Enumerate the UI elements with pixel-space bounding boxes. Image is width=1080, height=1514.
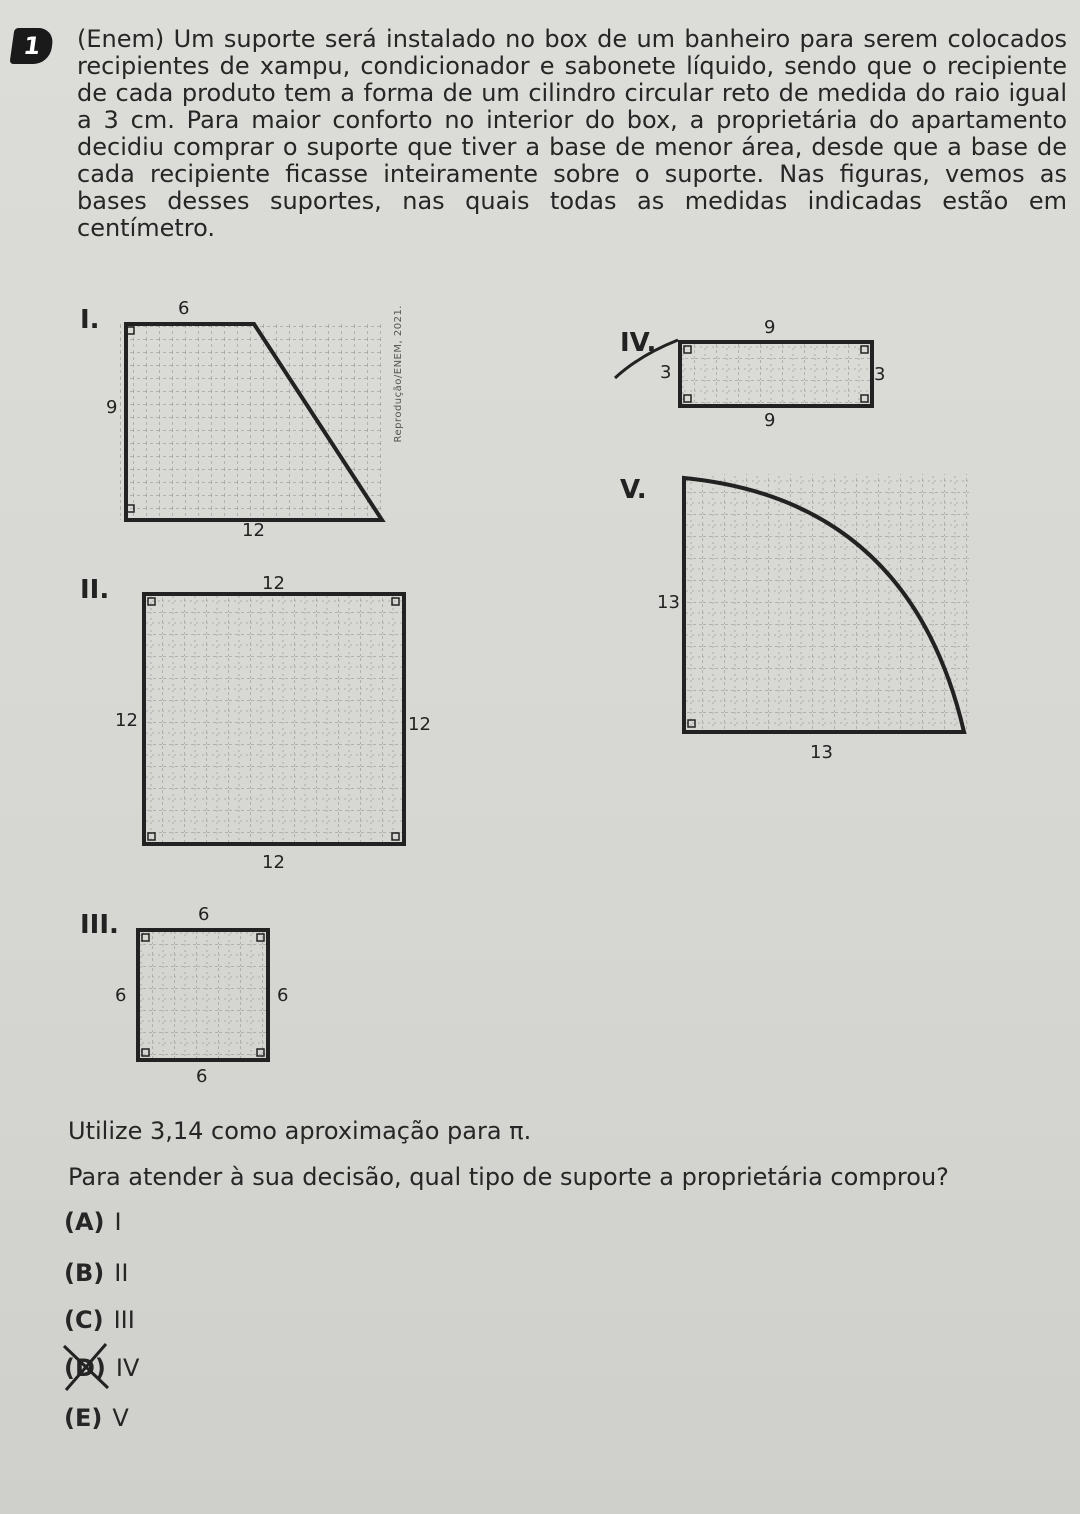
- figure-label-III: III.: [80, 910, 119, 940]
- figure-III-bottom-dim: 6: [196, 1066, 208, 1087]
- option-a-text: I: [114, 1208, 122, 1236]
- figure-V-left-dim: 13: [657, 592, 680, 613]
- figure-IV-left-dim: 3: [660, 362, 672, 383]
- question-prompt: Para atender à sua decisão, qual tipo de suporte a proprietária comprou?: [68, 1163, 949, 1191]
- option-d-letter: (D): [64, 1354, 106, 1382]
- figure-II-bottom-dim: 12: [262, 852, 285, 873]
- figure-II-left-dim: 12: [115, 710, 138, 731]
- figure-II-top-dim: 12: [262, 573, 285, 594]
- figure-I-bottom-dim: 12: [242, 520, 265, 541]
- option-c-text: III: [113, 1306, 135, 1334]
- option-a[interactable]: [64, 1208, 122, 1236]
- option-e[interactable]: [64, 1404, 129, 1432]
- figure-IV-bottom-dim: 9: [764, 410, 776, 431]
- figure-IV-rectangle: [672, 336, 882, 416]
- figure-II-right-dim: 12: [408, 714, 431, 735]
- figure-V-bottom-dim: 13: [810, 742, 833, 763]
- figure-III-square: [130, 922, 280, 1067]
- figure-label-II: II.: [80, 575, 110, 605]
- option-d-text: IV: [115, 1354, 140, 1382]
- option-c-letter: (C): [64, 1306, 104, 1334]
- option-b-text: II: [114, 1259, 129, 1287]
- image-credit: Reprodução/ENEM, 2021.: [393, 305, 404, 443]
- figure-III-top-dim: 6: [198, 904, 210, 925]
- option-c[interactable]: [64, 1306, 135, 1334]
- figure-III-left-dim: 6: [115, 985, 127, 1006]
- figure-III-right-dim: 6: [277, 985, 289, 1006]
- figure-label-V: V.: [620, 475, 647, 505]
- question-text: (Enem) Um suporte será instalado no box de um banheiro para serem colocados recipientes de xampu, condicionador e sabonete líquido, sendo que o recipiente de cada produto tem a forma de um cilindro circular reto de medida do raio igual a 3 cm. Para maior conforto no interior do box, a proprietária do apartamento decidiu comprar o suporte que tiver a base de menor área, desde que a base de cada recipiente ficasse inteiramente sobre o suporte. Nas figuras, vemos as bases desses suportes, nas quais todas as medidas indicadas estão em centímetro.: [77, 25, 1067, 242]
- figure-IV-top-dim: 9: [764, 317, 776, 338]
- question-number: 1: [9, 28, 54, 64]
- option-e-letter: (E): [64, 1404, 103, 1432]
- option-e-text: V: [112, 1404, 129, 1432]
- pi-approximation-note: Utilize 3,14 como aproximação para π.: [68, 1117, 532, 1145]
- figure-II-square: [140, 590, 415, 850]
- figure-label-I: I.: [80, 305, 100, 335]
- option-a-letter: (A): [64, 1208, 105, 1236]
- figure-IV-right-dim: 3: [874, 364, 886, 385]
- answer-check-mark: [56, 1340, 116, 1396]
- figure-V-quarter-circle: [680, 470, 975, 740]
- figure-label-IV: IV.: [620, 328, 657, 358]
- figure-I-trapezoid: [120, 300, 400, 540]
- figure-I-top-dim: 6: [178, 298, 190, 319]
- option-b-letter: (B): [64, 1259, 105, 1287]
- figure-I-left-dim: 9: [106, 397, 118, 418]
- option-b[interactable]: [64, 1259, 128, 1287]
